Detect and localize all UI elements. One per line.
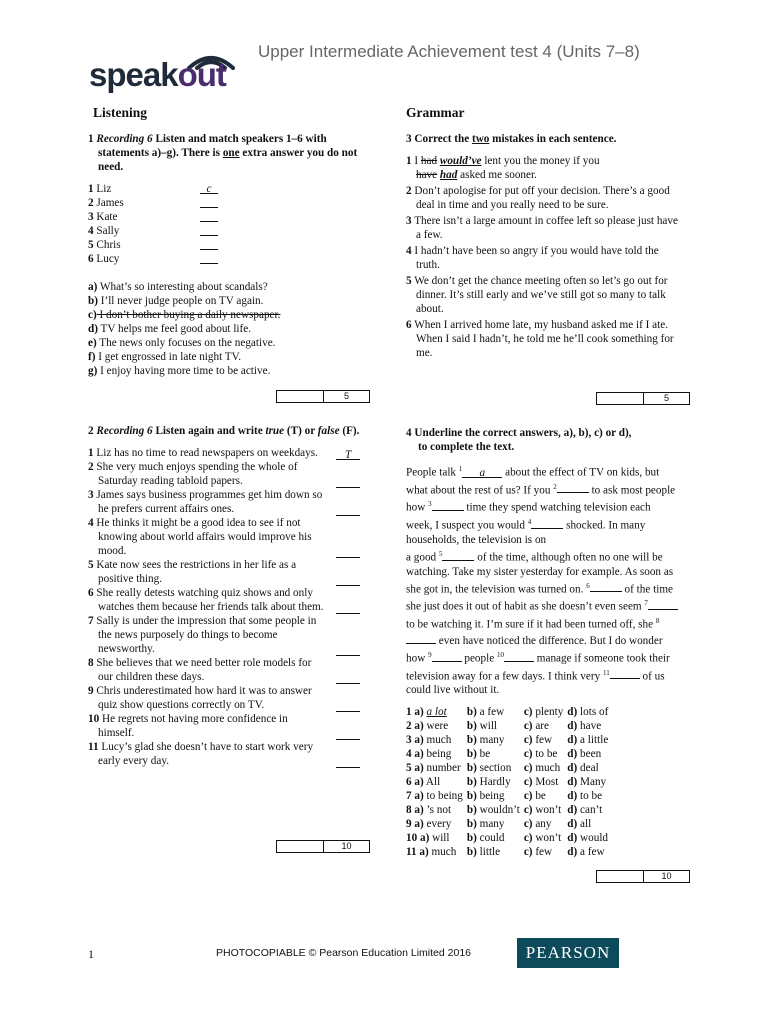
statement-item bbox=[88, 364, 360, 378]
option-a[interactable]: to being bbox=[426, 790, 463, 803]
q2-score-box: 10 bbox=[276, 840, 370, 853]
item-number: 1 bbox=[88, 447, 94, 459]
option-row: 11 a) much b) little c) few d) a few bbox=[406, 846, 605, 859]
option-b[interactable]: will bbox=[479, 720, 498, 733]
statement-letter: e) bbox=[88, 337, 97, 349]
option-d[interactable]: lots of bbox=[580, 706, 609, 719]
q3-sentence bbox=[406, 274, 678, 316]
sentence-text: Don’t apologise for put off your decision. There’s a good deal in time and you really need to be sure. bbox=[414, 185, 670, 211]
speaker-name: Kate bbox=[96, 211, 118, 223]
q4-instructions: 4 Underline the correct answers, a), b), c) or d), to complete the text. bbox=[406, 427, 632, 453]
answer-blank[interactable] bbox=[336, 756, 360, 768]
tf-item bbox=[88, 488, 360, 516]
option-a[interactable]: number bbox=[426, 762, 461, 775]
sentence-number: 6 bbox=[406, 319, 412, 331]
item-text: He regrets not having more confidence in himself. bbox=[98, 713, 288, 739]
sentence-text: We don’t get the chance meeting often so let’s go out for dinner. It’s still early and we’ve still got so many to talk about. bbox=[414, 275, 668, 315]
statement-letter: c) bbox=[88, 309, 97, 321]
option-number: 1 a) bbox=[406, 706, 424, 719]
speaker-name: James bbox=[96, 197, 124, 209]
item-text: Liz has no time to read newspapers on weekdays. bbox=[96, 447, 318, 459]
statement-letter: a) bbox=[88, 281, 98, 293]
option-number: 6 a) bbox=[406, 776, 424, 789]
option-a[interactable]: a lot bbox=[426, 706, 447, 719]
option-d[interactable]: a few bbox=[580, 846, 605, 859]
item-number: 5 bbox=[88, 559, 94, 571]
option-number: 9 a) bbox=[406, 818, 424, 831]
speaker-number: 2 bbox=[88, 197, 94, 209]
speaker-name: Chris bbox=[96, 239, 121, 251]
item-number: 2 bbox=[88, 461, 94, 473]
option-d[interactable]: deal bbox=[580, 762, 599, 775]
test-title: Upper Intermediate Achievement test 4 (Units 7–8) bbox=[258, 42, 640, 61]
option-number: 7 a) bbox=[406, 790, 424, 803]
option-b[interactable]: could bbox=[479, 832, 505, 845]
speaker-number: 5 bbox=[88, 239, 94, 251]
speaker-name: Liz bbox=[96, 183, 112, 195]
listening-heading: Listening bbox=[93, 105, 148, 120]
option-row: 4 a) being b) be c) to be d) been bbox=[406, 748, 602, 761]
speaker-number: 4 bbox=[88, 225, 94, 237]
item-number: 6 bbox=[88, 587, 94, 599]
option-c[interactable]: few bbox=[535, 846, 553, 859]
statement-letter: f) bbox=[88, 351, 96, 363]
option-d[interactable]: a little bbox=[580, 734, 609, 747]
answer-blank[interactable] bbox=[200, 238, 218, 250]
option-b[interactable]: many bbox=[479, 734, 505, 747]
option-c[interactable]: are bbox=[535, 720, 549, 733]
pearson-logo: PEARSON bbox=[517, 938, 619, 968]
option-a[interactable]: will bbox=[432, 832, 450, 845]
item-text: Kate now sees the restrictions in her life as a positive thing. bbox=[96, 559, 297, 585]
option-d[interactable]: been bbox=[580, 748, 602, 761]
speaker-row bbox=[88, 238, 360, 252]
item-text: Sally is under the impression that some people in the news purposely do things to become newsworthy. bbox=[96, 615, 317, 655]
statement-letter: d) bbox=[88, 323, 98, 335]
option-b[interactable]: wouldn’t bbox=[479, 804, 520, 817]
option-b[interactable]: Hardly bbox=[479, 776, 511, 789]
q1-instructions: 1 Recording 6 Listen and match speakers 1–6 with statements a)–g). There is one extra answer you do not need. bbox=[88, 133, 358, 173]
option-row: 8 a) ’s not b) wouldn’t c) won’t d) can’t bbox=[406, 804, 603, 817]
option-d[interactable]: Many bbox=[580, 776, 607, 789]
option-a[interactable]: All bbox=[425, 776, 441, 789]
cloze-text: People talk $^1$ a about the effect of TV on kids, but what about the rest of us? If you $^2$ to ask most people how $^3$ time they spend watching television each week, I suspect you would $^4$ shocked. In many households, the television is on a good $^5$ of the time, although often no one will be watching. Take my sister yesterday for example. As soon as she got in, the television was turned on. $^6$ of the time she just does it out of habit as she doesn’t even seem $^7$ to be watching it. I’m sure if it had been turned off, she $^8$ even have noticed the difference. But I do wonder how $^9$ people $^{10}$ manage if someone took their television away for a few days. I think very $^{11}$ of us could live without it. bbox=[406, 462, 678, 697]
statement-item bbox=[88, 280, 360, 294]
option-number: 11 a) bbox=[406, 846, 429, 859]
answer-blank[interactable] bbox=[200, 210, 218, 222]
statement-text: I enjoy having more time to be active. bbox=[97, 365, 271, 377]
option-row: 10 a) will b) could c) won’t d) would bbox=[406, 832, 609, 845]
option-row: 7 a) to being b) being c) be d) to be bbox=[406, 790, 603, 803]
option-c[interactable]: won’t bbox=[535, 832, 562, 845]
option-b[interactable]: be bbox=[479, 748, 491, 761]
answer-blank[interactable] bbox=[336, 504, 360, 516]
item-text: She believes that we need better role models for our children these days. bbox=[96, 657, 312, 683]
item-number: 7 bbox=[88, 615, 94, 627]
speaker-list bbox=[88, 182, 360, 266]
option-d[interactable]: have bbox=[580, 720, 602, 733]
speakout-logo: speakout bbox=[89, 40, 254, 100]
option-c[interactable]: any bbox=[535, 818, 552, 831]
q1-score-box: 5 bbox=[276, 390, 370, 403]
answer-blank[interactable] bbox=[336, 700, 360, 712]
sentence-text: I hadn’t have been so angry if you would have told the truth. bbox=[414, 245, 659, 271]
sentence-number: 2 bbox=[406, 185, 412, 197]
sentence-number: 4 bbox=[406, 245, 412, 257]
speaker-row bbox=[88, 182, 360, 196]
option-number: 10 a) bbox=[406, 832, 430, 845]
tf-item bbox=[88, 740, 360, 768]
tf-item bbox=[88, 684, 360, 712]
q3-sentence-list bbox=[406, 184, 678, 360]
option-row: 6 a) All b) Hardly c) Most d) Many bbox=[406, 776, 607, 789]
statement-text: What’s so interesting about scandals? bbox=[97, 281, 268, 293]
option-row: 5 a) number b) section c) much d) deal bbox=[406, 762, 599, 775]
item-text: Chris underestimated how hard it was to answer quiz show questions correctly on TV. bbox=[96, 685, 312, 711]
statement-text: I’ll never judge people on TV again. bbox=[97, 295, 264, 307]
item-number: 9 bbox=[88, 685, 94, 697]
statement-item bbox=[88, 322, 360, 336]
q3-score-box: 5 bbox=[596, 392, 690, 405]
option-number: 4 a) bbox=[406, 748, 424, 761]
item-text: He thinks it might be a good idea to see if not knowing about world affairs would improve his mood. bbox=[96, 517, 312, 557]
option-d[interactable]: all bbox=[580, 818, 592, 831]
q3-instructions: 3 Correct the two mistakes in each sentence. bbox=[406, 133, 617, 145]
sentence-number: 5 bbox=[406, 275, 412, 287]
statement-list bbox=[88, 280, 360, 378]
option-number: 5 a) bbox=[406, 762, 424, 775]
q4-section bbox=[406, 426, 678, 859]
tf-item bbox=[88, 712, 360, 740]
speaker-row bbox=[88, 210, 360, 224]
sentence-number: 3 bbox=[406, 215, 412, 227]
statement-item bbox=[88, 336, 360, 350]
statement-item bbox=[88, 294, 360, 308]
answer-blank[interactable] bbox=[336, 546, 360, 558]
option-b[interactable]: a few bbox=[479, 706, 505, 719]
answer-blank[interactable] bbox=[336, 672, 360, 684]
tf-item bbox=[88, 516, 360, 558]
option-number: 2 a) bbox=[406, 720, 424, 733]
listening-section bbox=[88, 106, 360, 378]
options-table bbox=[406, 705, 612, 859]
grammar-section bbox=[406, 106, 678, 362]
item-text: She very much enjoys spending the whole of Saturday reading tabloid papers. bbox=[96, 461, 298, 487]
tf-item bbox=[88, 446, 360, 460]
item-number: 11 bbox=[88, 741, 99, 753]
option-a[interactable]: much bbox=[426, 734, 452, 747]
option-c[interactable]: won’t bbox=[535, 804, 562, 817]
page-number: 1 bbox=[88, 947, 94, 961]
item-text: James says business programmes get him down so he prefers current affairs ones. bbox=[96, 489, 323, 515]
item-text: Lucy’s glad she doesn’t have to start work very early every day. bbox=[98, 741, 314, 767]
answer-blank[interactable] bbox=[336, 476, 360, 488]
answer-blank[interactable]: c bbox=[200, 182, 218, 194]
answer-blank[interactable] bbox=[336, 602, 360, 614]
option-a[interactable]: much bbox=[431, 846, 457, 859]
option-d[interactable]: to be bbox=[580, 790, 603, 803]
statement-text: I get engrossed in late night TV. bbox=[95, 351, 242, 363]
speaker-name: Lucy bbox=[96, 253, 120, 265]
q4-score-box: 10 bbox=[596, 870, 690, 883]
option-d[interactable]: can’t bbox=[580, 804, 603, 817]
option-c[interactable]: be bbox=[535, 790, 546, 803]
answer-blank[interactable] bbox=[336, 728, 360, 740]
statement-text: I don’t bother buying a daily newspaper. bbox=[96, 309, 281, 321]
statement-letter: b) bbox=[88, 295, 98, 307]
tf-item bbox=[88, 558, 360, 586]
speaker-row bbox=[88, 252, 360, 266]
option-c[interactable]: Most bbox=[535, 776, 559, 789]
option-number: 3 a) bbox=[406, 734, 424, 747]
answer-blank[interactable] bbox=[336, 644, 360, 656]
option-a[interactable]: every bbox=[426, 818, 452, 831]
true-false-list bbox=[88, 446, 360, 768]
option-b[interactable]: many bbox=[479, 818, 505, 831]
statement-text: The news only focuses on the negative. bbox=[96, 337, 276, 349]
answer-blank[interactable] bbox=[200, 196, 218, 208]
grammar-heading: Grammar bbox=[406, 105, 465, 120]
speaker-number: 6 bbox=[88, 253, 94, 265]
option-a[interactable]: being bbox=[426, 748, 452, 761]
option-row: 3 a) much b) many c) few d) a little bbox=[406, 734, 609, 747]
speaker-number: 3 bbox=[88, 211, 94, 223]
q3-sentence bbox=[406, 214, 678, 242]
item-number: 3 bbox=[88, 489, 94, 501]
sentence-text: When I arrived home late, my husband asked me if I ate. When I said I hadn’t, he told me he’ll cook something for me. bbox=[414, 319, 674, 359]
option-c[interactable]: few bbox=[535, 734, 553, 747]
option-c[interactable]: much bbox=[535, 762, 561, 775]
q3-sentence-1: 1 I had would’ve lent you the money if you have had asked me sooner. bbox=[406, 155, 600, 181]
option-b[interactable]: little bbox=[479, 846, 501, 859]
statement-item bbox=[88, 350, 360, 364]
statement-letter: g) bbox=[88, 365, 98, 377]
q3-sentence bbox=[406, 244, 678, 272]
option-c[interactable]: plenty bbox=[535, 706, 564, 719]
option-row: 1 a) a lot b) a few c) plenty d) lots of bbox=[406, 706, 609, 719]
item-text: She really detests watching quiz shows and only watches them because her friends talk about them. bbox=[96, 587, 324, 613]
speaker-row bbox=[88, 196, 360, 210]
speaker-number: 1 bbox=[88, 183, 94, 195]
copyright-text: PHOTOCOPIABLE © Pearson Education Limited 2016 bbox=[216, 947, 472, 959]
tf-item bbox=[88, 460, 360, 488]
option-d[interactable]: would bbox=[580, 832, 609, 845]
option-a[interactable]: were bbox=[426, 720, 449, 733]
answer-blank[interactable] bbox=[200, 224, 218, 236]
option-row: 2 a) were b) will c) are d) have bbox=[406, 720, 602, 733]
q2-section bbox=[88, 424, 360, 768]
answer-blank[interactable] bbox=[200, 252, 218, 264]
answer-1: a bbox=[479, 466, 486, 479]
tf-item bbox=[88, 656, 360, 684]
speaker-row bbox=[88, 224, 360, 238]
tf-item bbox=[88, 586, 360, 614]
option-a[interactable]: ’s not bbox=[426, 804, 452, 817]
sentence-text: There isn’t a large amount in coffee left so please just have a few. bbox=[414, 215, 678, 241]
q3-sentence bbox=[406, 184, 678, 212]
item-number: 10 bbox=[88, 713, 100, 725]
item-number: 8 bbox=[88, 657, 94, 669]
tf-item bbox=[88, 614, 360, 656]
answer-blank[interactable] bbox=[336, 574, 360, 586]
option-b[interactable]: being bbox=[479, 790, 505, 803]
option-b[interactable]: section bbox=[479, 762, 512, 775]
item-number: 4 bbox=[88, 517, 94, 529]
option-row: 9 a) every b) many c) any d) all bbox=[406, 818, 592, 831]
speaker-name: Sally bbox=[96, 225, 120, 237]
statement-text: TV helps me feel good about life. bbox=[97, 323, 252, 335]
option-number: 8 a) bbox=[406, 804, 424, 817]
q3-sentence bbox=[406, 318, 678, 360]
statement-item bbox=[88, 308, 360, 322]
option-c[interactable]: to be bbox=[535, 748, 558, 761]
q2-instructions: 2 Recording 6 Listen again and write true (T) or false (F). bbox=[88, 425, 360, 437]
answer-blank[interactable]: T bbox=[336, 448, 360, 460]
